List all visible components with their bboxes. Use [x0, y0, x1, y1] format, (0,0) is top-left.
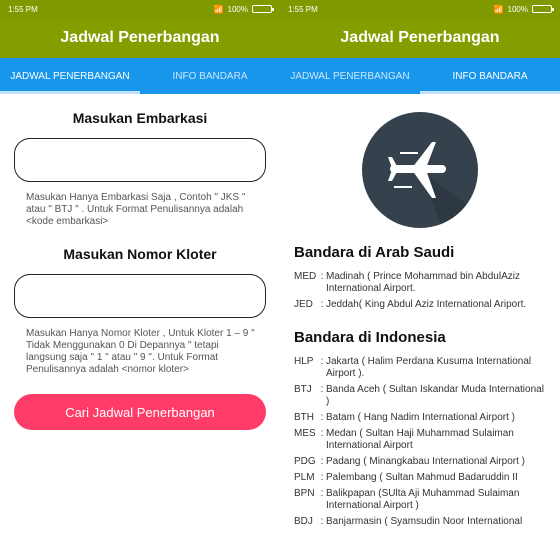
status-icons-right [494, 5, 552, 14]
airport-name: Palembang ( Sultan Mahmud Badaruddin II [326, 472, 518, 483]
airport-code: PDG [294, 456, 316, 467]
status-time: 1:55 PM [8, 4, 38, 14]
separator: : [320, 384, 324, 395]
tab-info-bandara[interactable]: INFO BANDARA [172, 70, 248, 82]
airport-code: BPN [294, 488, 315, 499]
separator: : [320, 456, 324, 467]
battery-icon [252, 5, 272, 13]
tab-indicator-right [420, 91, 560, 94]
airport-name: Medan ( Sultan Haji Muhammad Sulaiman International Airport [326, 428, 514, 451]
list-item [294, 488, 546, 512]
list-item [294, 428, 546, 452]
tab-jadwal-right[interactable]: JADWAL PENERBANGAN [290, 70, 410, 82]
tab-bar-right [280, 58, 560, 94]
wifi-icon: 📶 [493, 4, 504, 14]
airport-name: Balikpapan (SUlta Aji Muhammad Sulaiman International Airport ) [326, 488, 520, 511]
status-bar [0, 0, 280, 18]
search-flight-button[interactable]: Cari Jadwal Penerbangan [14, 394, 266, 430]
tab-jadwal[interactable]: JADWAL PENERBANGAN [10, 70, 130, 82]
airport-name: Jakarta ( Halim Perdana Kusuma International Airport ). [326, 356, 532, 379]
separator: : [320, 271, 324, 282]
indonesia-list [294, 356, 546, 528]
list-item [294, 384, 546, 408]
status-time-right: 1:55 PM [288, 4, 318, 14]
list-item [294, 356, 546, 380]
separator: : [320, 516, 324, 527]
right-content [280, 94, 560, 540]
list-item [294, 412, 546, 424]
app-title-right: Jadwal Penerbangan [280, 18, 560, 58]
app-title: Jadwal Penerbangan [0, 18, 280, 58]
saudi-section-title: Bandara di Arab Saudi [294, 244, 455, 261]
embarkasi-label: Masukan Embarkasi [72, 110, 208, 126]
tab-bar [0, 58, 280, 94]
airport-code: BDJ [294, 516, 313, 527]
airport-name: Banda Aceh ( Sultan Iskandar Muda International ) [326, 384, 544, 407]
airport-code: HLP [294, 356, 314, 367]
battery-percent: 100% [227, 4, 248, 14]
separator: : [320, 472, 324, 483]
airport-code: MES [294, 428, 316, 439]
list-item [294, 456, 546, 468]
right-screen [280, 0, 560, 560]
list-item [294, 271, 546, 295]
status-icons [214, 5, 272, 14]
wifi-icon: 📶 [213, 4, 224, 14]
airport-name: Batam ( Hang Nadim International Airport ) [326, 412, 515, 423]
separator: : [320, 412, 324, 423]
indonesia-section-title: Bandara di Indonesia [294, 329, 446, 346]
kloter-helper: Masukan Hanya Nomor Kloter , Untuk Kloter 1 – 9 " Tidak Menggunakan 0 Di Depannya " tetapi langsung saja " 1 " atau " 9 ". Untuk Format Penulisannya adalah <nomor kloter> [26, 328, 255, 375]
left-content [0, 94, 280, 446]
separator: : [320, 299, 324, 310]
list-item [294, 516, 546, 528]
airplane-icon [362, 112, 478, 228]
airport-name: Madinah ( Prince Mohammad bin AbdulAziz International Airport. [326, 271, 520, 294]
airport-name: Padang ( Minangkabau International Airport ) [326, 456, 526, 467]
plane-logo [362, 112, 478, 228]
kloter-input[interactable] [14, 274, 266, 318]
airport-name: Banjarmasin ( Syamsudin Noor International [326, 516, 523, 527]
status-bar-right [280, 0, 560, 18]
tab-indicator [0, 91, 140, 94]
list-item [294, 472, 546, 484]
saudi-list [294, 271, 546, 311]
battery-icon [532, 5, 552, 13]
airport-code: BTJ [294, 384, 312, 395]
airport-code: MED [294, 271, 317, 282]
airport-code: PLM [294, 472, 315, 483]
separator: : [320, 356, 324, 367]
airport-code: BTH [294, 412, 314, 423]
airport-name: Jeddah( King Abdul Aziz International Ariport. [326, 299, 527, 310]
tab-info-bandara-right[interactable]: INFO BANDARA [452, 70, 528, 82]
separator: : [320, 428, 324, 439]
battery-percent-right: 100% [507, 4, 528, 14]
embarkasi-input[interactable] [14, 138, 266, 182]
list-item [294, 299, 546, 311]
embarkasi-helper: Masukan Hanya Embarkasi Saja , Contoh " JKS " atau " BTJ " . Untuk Format Penulisannya adalah <kode embarkasi> [26, 192, 246, 227]
kloter-label: Masukan Nomor Kloter [63, 246, 217, 262]
separator: : [320, 488, 324, 499]
airport-code: JED [294, 299, 313, 310]
